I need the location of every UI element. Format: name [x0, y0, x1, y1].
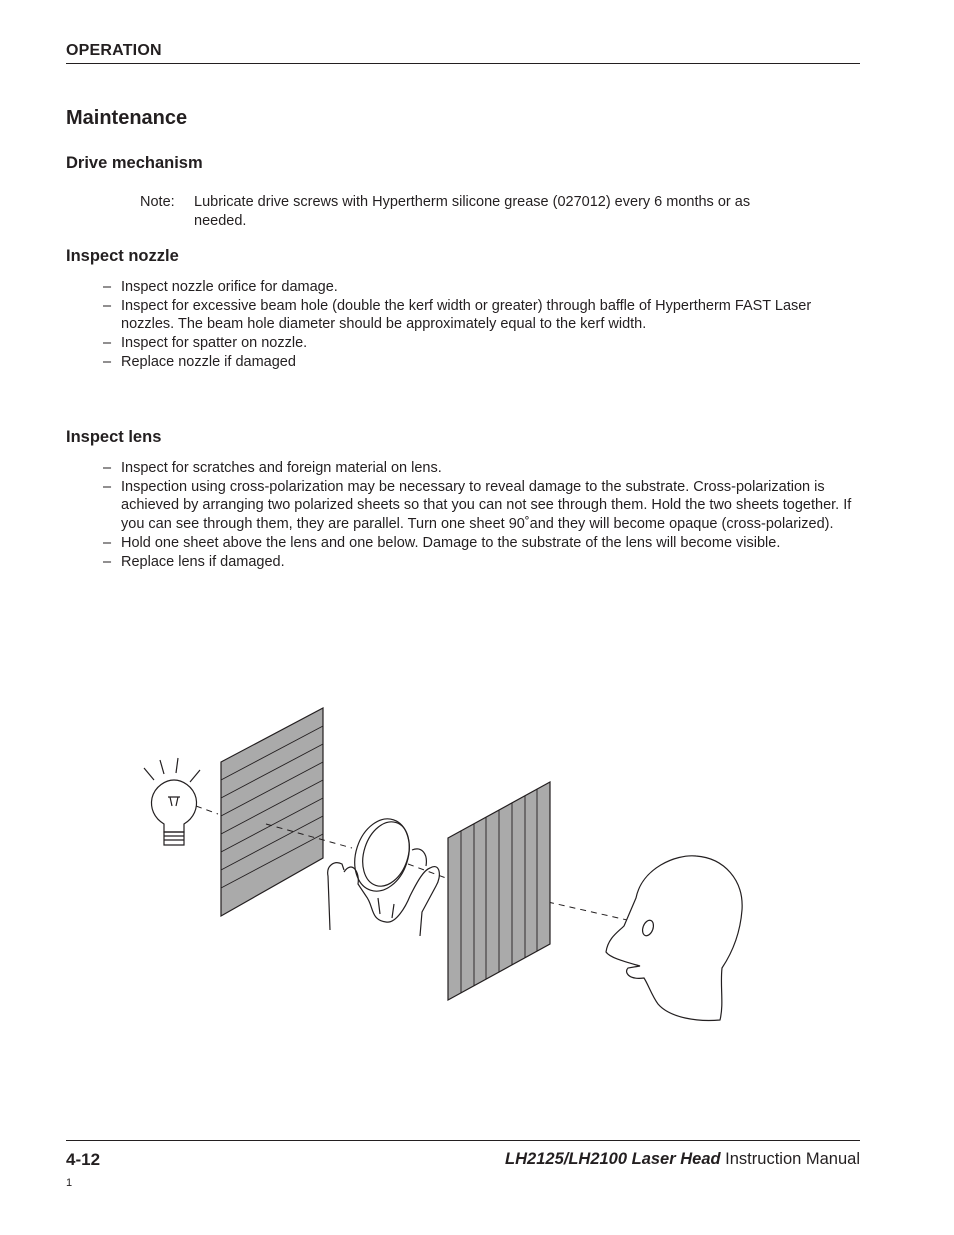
manual-title	[505, 1150, 860, 1169]
polarized-sheet-front	[221, 708, 323, 916]
cross-polarization-illustration	[130, 700, 760, 1030]
inspect-lens-heading: Inspect lens	[66, 428, 162, 446]
drive-mechanism-heading: Drive mechanism	[66, 154, 203, 172]
section-header: OPERATION	[66, 42, 162, 59]
dash-marker: –	[103, 460, 112, 476]
header-rule	[66, 63, 860, 64]
footer-rule	[66, 1140, 860, 1141]
note-label: Note:	[140, 194, 175, 210]
dash-marker: –	[103, 353, 112, 370]
light-bulb-icon	[144, 758, 200, 845]
page-number: 4-12	[66, 1150, 101, 1169]
drive-note	[140, 193, 800, 231]
list-item: – Hold one sheet above the lens and one below. Damage to the substrate of the lens will become visible.	[103, 534, 781, 551]
list-item: – Inspect nozzle orifice for damage.	[103, 279, 338, 295]
lens-with-hand	[328, 812, 440, 936]
list-item: – Inspect for scratches and foreign material on lens.	[103, 460, 442, 476]
list-item: – Inspection using cross-polarization may be necessary to reveal damage to the substrate. Cross-polarization is achieved by arranging two polarized sheets so that you can not see through them. Hold the two sheets together. If you can see through them, they are parallel. Turn one sheet 90˚and they will become opaque (cross-polarized).	[103, 478, 852, 533]
dash-marker: –	[103, 553, 112, 570]
dash-marker: –	[103, 335, 112, 352]
dash-marker: –	[103, 478, 112, 495]
page-title: Maintenance	[66, 107, 188, 129]
list-item: – Replace lens if damaged.	[103, 553, 285, 570]
dash-marker: –	[103, 279, 112, 295]
note-text: Lubricate drive screws with Hypertherm silicone grease (027012) every 6 months or as needed.	[194, 194, 751, 229]
head	[606, 856, 742, 1021]
dash-marker: –	[103, 297, 112, 314]
nozzle-list	[103, 278, 863, 372]
list-item: – Replace nozzle if damaged	[103, 353, 296, 370]
list-item: – Inspect for spatter on nozzle.	[103, 335, 308, 352]
list-item: – Inspect for excessive beam hole (double the kerf width or greater) through baffle of Hypertherm FAST Laser nozzles. The beam hole diameter should be approximately equal to the kerf width.	[103, 297, 812, 333]
manual-model: LH2125/LH2100 Laser Head	[505, 1150, 721, 1168]
inspect-nozzle-heading: Inspect nozzle	[66, 247, 179, 265]
lens-list	[103, 459, 863, 571]
revision-number: 1	[66, 1177, 73, 1189]
manual-suffix: Instruction Manual	[725, 1150, 860, 1168]
dash-marker: –	[103, 534, 112, 551]
